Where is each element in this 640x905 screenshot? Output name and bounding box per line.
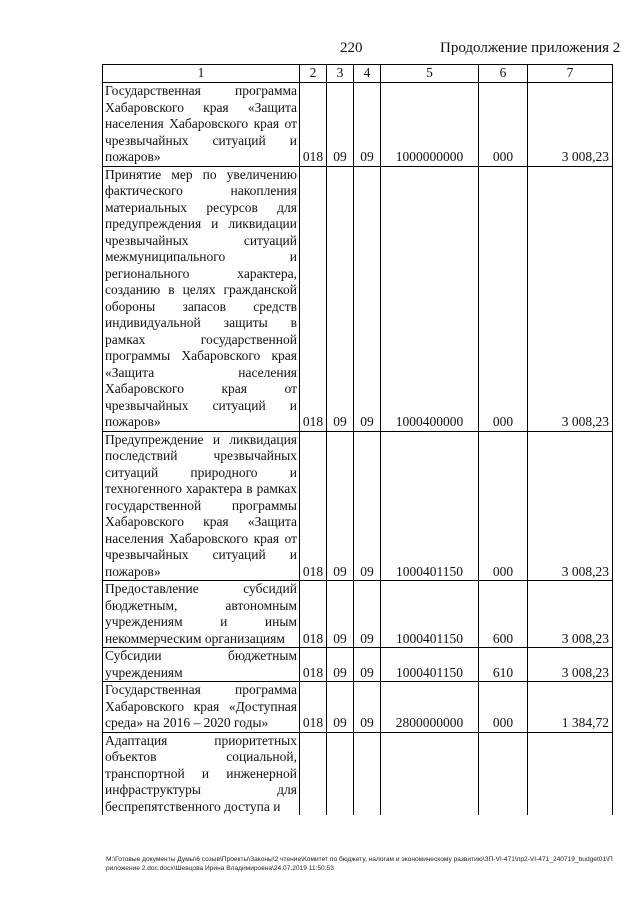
row-name: Государственная программа Хабаровского края «Защита населения Хабаровского края от чрезвычайных ситуаций и пожаров» (103, 83, 300, 167)
row-cell: 018 (300, 648, 327, 682)
row-cell (381, 732, 479, 815)
column-header: 2 (300, 65, 327, 83)
row-cell: 09 (354, 431, 381, 581)
row-cell: 09 (327, 648, 354, 682)
column-header: 1 (103, 65, 300, 83)
row-cell: 018 (300, 431, 327, 581)
row-cell: 09 (327, 581, 354, 648)
row-cell (327, 732, 354, 815)
row-cell: 600 (479, 581, 528, 648)
row-amount: 3 008,23 (528, 581, 613, 648)
table-row (103, 732, 613, 815)
row-name: Адаптация приоритетных объектов социальной, транспортной и инженерной инфраструктуры для беспрепятственного доступа и (103, 732, 300, 815)
row-amount: 3 008,23 (528, 431, 613, 581)
row-name: Принятие мер по увеличению фактического накопления материальных ресурсов для предупреждения и ликвидации чрезвычайных ситуаций межмуниципального и регионального характера, созданию в целях гражданской обороны запасов средств индивидуальной защиты в рамках государственной программы Хабаровского края «Защита населения Хабаровского края от чрезвычайных ситуаций и пожаров» (103, 166, 300, 431)
row-cell: 000 (479, 83, 528, 167)
column-header: 5 (381, 65, 479, 83)
row-cell: 1000000000 (381, 83, 479, 167)
row-cell: 018 (300, 166, 327, 431)
row-cell: 09 (327, 166, 354, 431)
row-cell: 018 (300, 682, 327, 733)
row-cell: 1000400000 (381, 166, 479, 431)
table-row (103, 682, 613, 733)
row-name: Субсидии бюджетным учреждениям (103, 648, 300, 682)
row-cell: 09 (354, 83, 381, 167)
row-cell: 09 (354, 682, 381, 733)
row-cell: 09 (327, 83, 354, 167)
page-number: 220 (340, 40, 363, 56)
column-header: 3 (327, 65, 354, 83)
row-name: Государственная программа Хабаровского края «Доступная среда» на 2016 – 2020 годы» (103, 682, 300, 733)
budget-table (102, 64, 613, 815)
row-cell (354, 732, 381, 815)
table-row (103, 431, 613, 581)
row-amount: 1 384,72 (528, 682, 613, 733)
table-row (103, 581, 613, 648)
row-cell: 1000401150 (381, 581, 479, 648)
row-cell: 09 (354, 166, 381, 431)
row-cell: 000 (479, 431, 528, 581)
table-header-row (103, 65, 613, 83)
row-cell: 09 (354, 581, 381, 648)
row-cell: 09 (327, 431, 354, 581)
row-cell: 000 (479, 682, 528, 733)
row-cell (479, 732, 528, 815)
row-amount: 3 008,23 (528, 648, 613, 682)
row-cell: 09 (354, 648, 381, 682)
table-row (103, 83, 613, 167)
column-header: 4 (354, 65, 381, 83)
row-cell: 2800000000 (381, 682, 479, 733)
column-header: 6 (479, 65, 528, 83)
table-row (103, 166, 613, 431)
row-name: Предоставление субсидий бюджетным, автономным учреждениям и иным некоммерческим организациям (103, 581, 300, 648)
continuation-label: Продолжение приложения 2 (440, 40, 621, 56)
row-cell: 000 (479, 166, 528, 431)
column-header: 7 (528, 65, 613, 83)
row-amount (528, 732, 613, 815)
row-amount: 3 008,23 (528, 83, 613, 167)
file-path-footer: M:\Готовые документы Думы\6 созыв\Проекты\Законы\2 чтение\Комитет по бюджету, налогам и экономическому развитию\ЗП-VI-471\пр2-VI-471_240719_budget01\Приложение 2.doc.docx\Шевцова Ирина Владимировна\24.07.2019 11:50:53 (106, 856, 613, 872)
row-cell: 610 (479, 648, 528, 682)
row-cell: 1000401150 (381, 431, 479, 581)
row-amount: 3 008,23 (528, 166, 613, 431)
row-name: Предупреждение и ликвидация последствий чрезвычайных ситуаций природного и техногенного характера в рамках государственной программы Хабаровского края «Защита населения Хабаровского края от чрезвычайных ситуаций и пожаров» (103, 431, 300, 581)
row-cell (300, 732, 327, 815)
row-cell: 018 (300, 581, 327, 648)
row-cell: 018 (300, 83, 327, 167)
row-cell: 1000401150 (381, 648, 479, 682)
table-row (103, 648, 613, 682)
row-cell: 09 (327, 682, 354, 733)
